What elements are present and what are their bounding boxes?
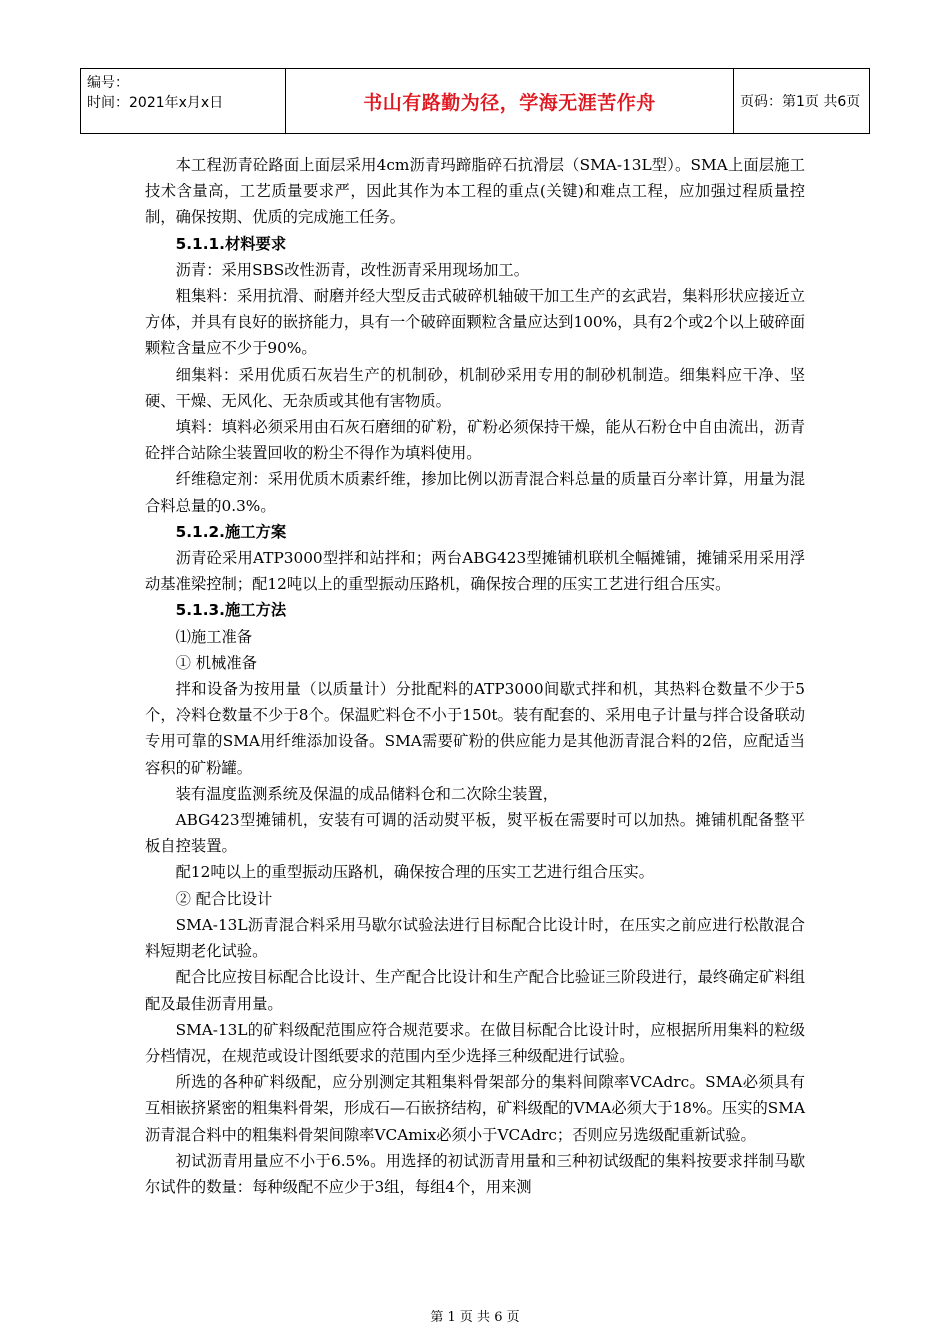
document-body — [145, 152, 805, 1200]
date-label: 时间：2021年x月x日 — [87, 95, 224, 111]
header-page-info: 页码：第1页 共6页 — [740, 94, 861, 110]
section-heading: 5.1.2.施工方案 — [175, 522, 287, 541]
body-paragraph: SMA-13L的矿料级配范围应符合规范要求。在做目标配合比设计时，应根据所用集料的粒级分档情况，在规范或设计图纸要求的范围内至少选择三种级配进行试验。 — [145, 1020, 805, 1065]
header-meta — [81, 69, 286, 133]
body-paragraph: 配12吨以上的重型振动压路机，确保按合理的压实工艺进行组合压实。 — [175, 863, 654, 882]
body-paragraph: ⑴施工准备 — [175, 627, 253, 646]
section-heading: 5.1.3.施工方法 — [175, 601, 287, 620]
body-paragraph: 纤维稳定剂：采用优质木质素纤维，掺加比例以沥青混合料总量的质量百分率计算，用量为混合料总量的0.3%。 — [145, 470, 805, 515]
body-paragraph: SMA-13L沥青混合料采用马歇尔试验法进行目标配合比设计时，在压实之前应进行松散混合料短期老化试验。 — [145, 915, 805, 961]
body-paragraph: 初试沥青用量应不小于6.5%。用选择的初试沥青用量和三种初试级配的集料按要求拌制马歇尔试件的数量：每种级配不应少于3组，每组4个，用来测 — [145, 1151, 805, 1196]
body-paragraph: 沥青砼采用ATP3000型拌和站拌和；两台ABG423型摊铺机联机全幅摊铺，摊铺采用采用浮动基准梁控制；配12吨以上的重型振动压路机，确保按合理的压实工艺进行组合压实。 — [145, 549, 805, 594]
body-paragraph: 拌和设备为按用量（以质量计）分批配料的ATP3000间歇式拌和机，其热料仓数量不少于5个，冷料仓数量不少于8个。保温贮料仓不小于150t。装有配套的、采用电子计量与拌合设备联动专用可靠的SMA用纤维添加设备。SMA需要矿粉的供应能力是其他沥青混合料的2倍，应配适当容积的矿粉罐。 — [145, 680, 805, 777]
body-paragraph: 填料：填料必须采用由石灰石磨细的矿粉，矿粉必须保持干燥，能从石粉仓中自由流出，沥青砼拌合站除尘装置回收的粉尘不得作为填料使用。 — [145, 418, 805, 463]
section-heading: 5.1.1.材料要求 — [175, 234, 287, 253]
document-header — [80, 68, 870, 134]
body-paragraph: 配合比应按目标配合比设计、生产配合比设计和生产配合比验证三阶段进行，最终确定矿料组配及最佳沥青用量。 — [145, 968, 805, 1013]
body-paragraph: ② 配合比设计 — [175, 889, 273, 908]
body-paragraph: 细集料：采用优质石灰岩生产的机制砂，机制砂采用专用的制砂机制造。细集料应干净、坚硬、干燥、无风化、无杂质或其他有害物质。 — [145, 365, 805, 410]
body-paragraph: 所选的各种矿料级配，应分别测定其粗集料骨架部分的集料间隙率VCAdrc。SMA必须具有互相嵌挤紧密的粗集料骨架，形成石—石嵌挤结构，矿料级配的VMA必须大于18%。压实的SMA沥青混合料中的粗集料骨架间隙率VCAmix必须小于VCAdrc；否则应另选级配重新试验。 — [145, 1073, 805, 1144]
number-label: 编号： — [87, 75, 129, 91]
body-paragraph: 本工程沥青砼路面上面层采用4cm沥青玛蹄脂碎石抗滑层（SMA-13L型）。SMA上面层施工技术含量高，工艺质量要求严，因此其作为本工程的重点(关键)和难点工程，应加强过程质量控制，确保按期、优质的完成施工任务。 — [145, 156, 805, 227]
body-paragraph: 装有温度监测系统及保温的成品储料仓和二次除尘装置， — [175, 784, 559, 803]
body-paragraph: ① 机械准备 — [175, 653, 257, 672]
body-paragraph: ABG423型摊铺机，安装有可调的活动熨平板，熨平板在需要时可以加热。摊铺机配备整平板自控装置。 — [145, 811, 805, 856]
page-footer: 第 1 页 共 6 页 — [430, 1310, 520, 1325]
body-paragraph: 粗集料：采用抗滑、耐磨并经大型反击式破碎机轴破干加工生产的玄武岩，集料形状应接近立方体，并具有良好的嵌挤能力，具有一个破碎面颗粒含量应达到100%，具有2个或2个以上破碎面颗粒含量应不少于90%。 — [145, 287, 805, 358]
body-paragraph: 沥青：采用SBS改性沥青，改性沥青采用现场加工。 — [175, 260, 530, 279]
header-motto: 书山有路勤为径，学海无涯苦作舟 — [286, 69, 734, 133]
